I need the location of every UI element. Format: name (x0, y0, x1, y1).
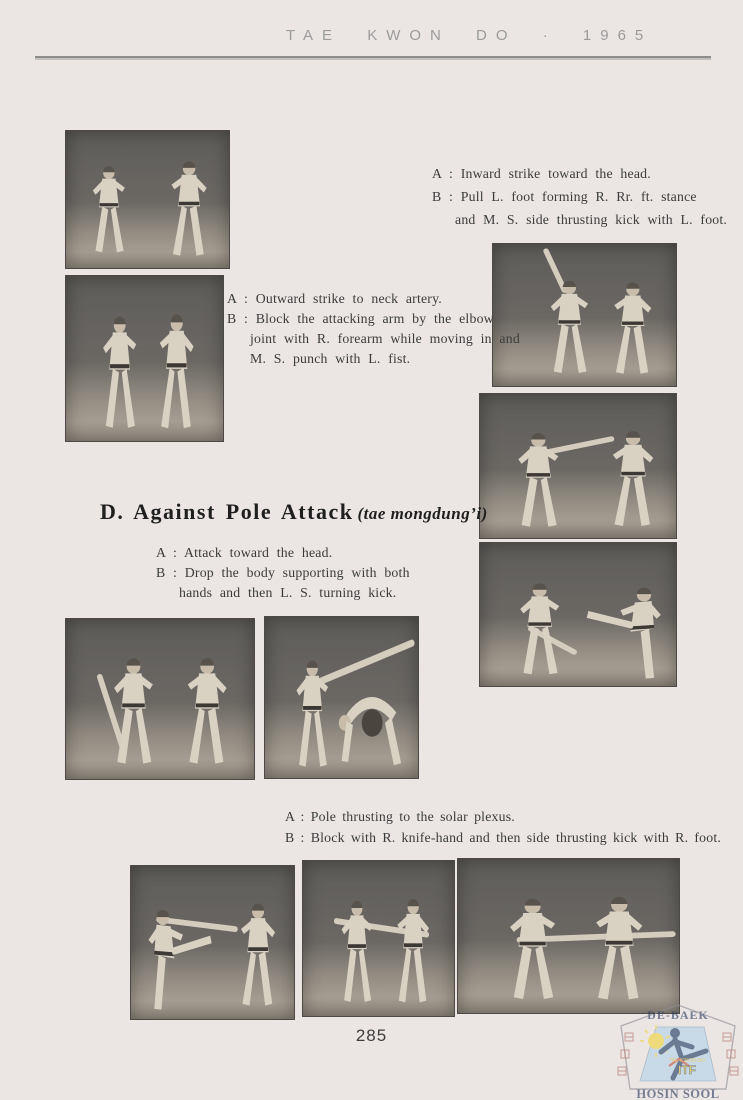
page-number: 285 (355, 1026, 388, 1045)
photo-inward-strike-1 (65, 130, 230, 269)
caption-line: A : Pole thrusting to the solar plexus. (285, 809, 515, 824)
photo-pole-sequence-3 (479, 542, 677, 687)
caption-line: A : Inward strike toward the head. (432, 166, 651, 181)
section-heading-romanization: (tae mongdung’i) (357, 504, 488, 523)
caption-pole-head (156, 543, 410, 603)
caption-line: B : Pull L. foot forming R. Rr. ft. stance (432, 189, 697, 204)
caption-line: and M. S. side thrusting kick with L. foot. (455, 212, 728, 227)
photo-outward-strike-1 (65, 275, 224, 442)
photo-pole-thrust-3 (457, 858, 680, 1014)
page-header-title: TAE KWON DO · 1965 (286, 27, 653, 44)
header-rule (35, 56, 711, 58)
photo-pole-thrust-1 (130, 865, 295, 1020)
itf-badge: ITF (678, 1063, 696, 1077)
watermark-arc-text: TAE-KWON-DO (669, 1058, 705, 1064)
photo-pole-attack-2 (264, 616, 419, 779)
caption-line: B : Block with R. knife-hand and then side thrusting kick with R. foot. (285, 830, 722, 845)
caption-line: hands and then L. S. turning kick. (179, 585, 397, 600)
photo-pole-thrust-2 (302, 860, 455, 1017)
caption-line: A : Attack toward the head. (156, 545, 333, 560)
watermark-club-name-top: DE-BAEK (647, 1008, 709, 1022)
caption-inward-strike (432, 162, 727, 231)
section-heading (100, 499, 488, 525)
caption-line: M. S. punch with L. fist. (250, 351, 411, 366)
caption-line: B : Block the attacking arm by the elbow (227, 311, 494, 326)
photo-pole-attack-1 (65, 618, 255, 780)
watermark-club-name-bottom: HOSIN SOOL (636, 1087, 720, 1100)
section-heading-label: D. Against Pole Attack (100, 499, 354, 524)
caption-line: A : Outward strike to neck artery. (227, 291, 442, 306)
photo-pole-sequence-2 (479, 393, 677, 539)
caption-outward-strike (227, 289, 520, 369)
club-watermark (613, 1002, 743, 1100)
caption-pole-thrust (285, 806, 721, 848)
caption-line: joint with R. forearm while moving in and (250, 331, 520, 346)
caption-line: B : Drop the body supporting with both (156, 565, 410, 580)
